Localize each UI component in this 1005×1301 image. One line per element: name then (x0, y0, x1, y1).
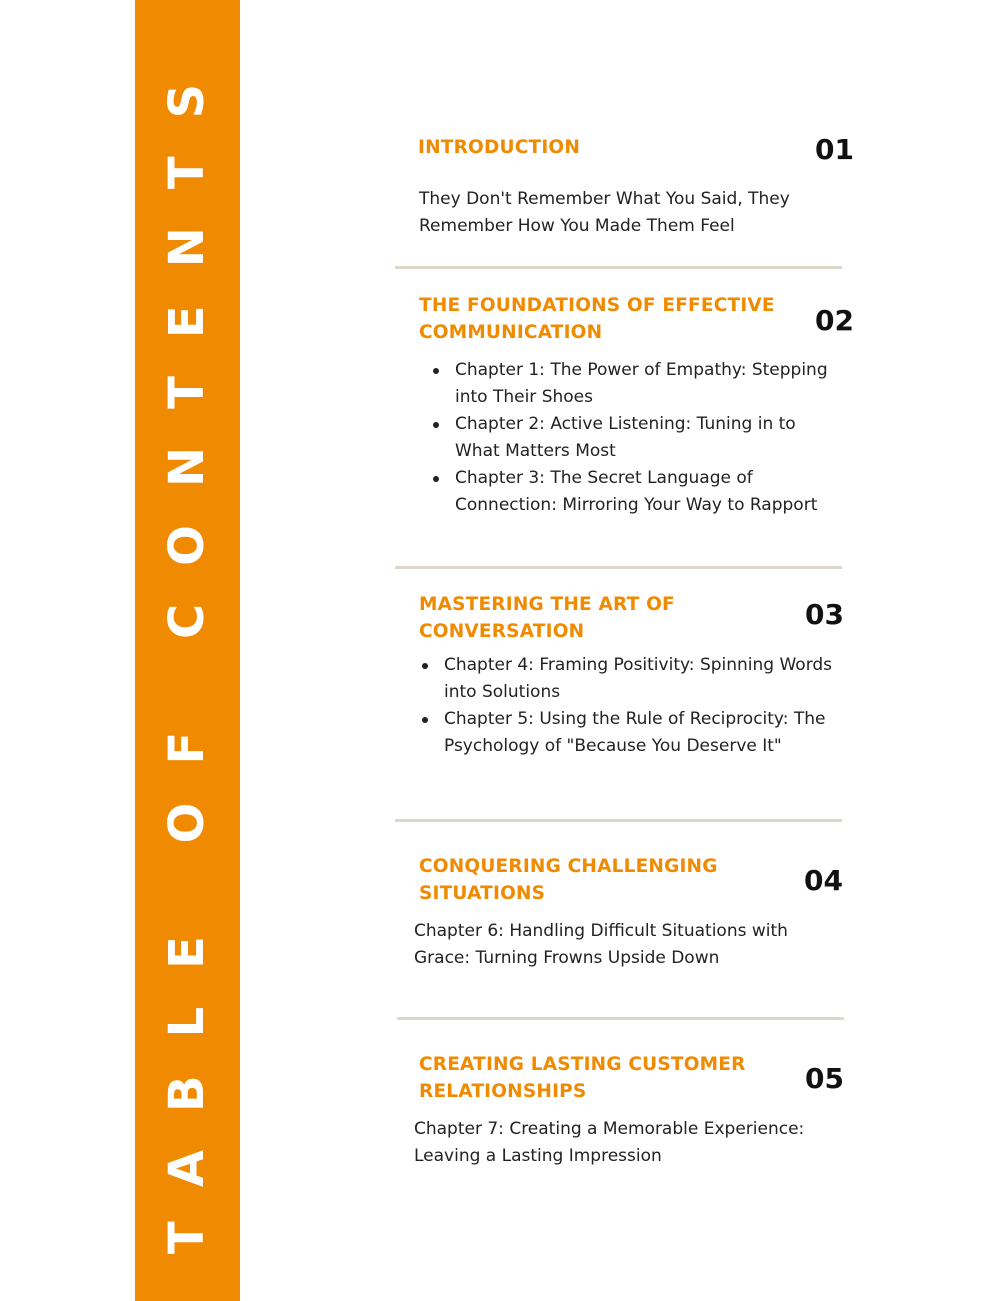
section-divider (395, 266, 842, 269)
list-item: Chapter 3: The Secret Language of Connection: Mirroring Your Way to Rapport (429, 465, 839, 519)
chapter-list-foundations (429, 357, 839, 519)
sidebar-title: TABLE OF CONTENTS (159, 45, 215, 1255)
section-number-02: 02 (815, 304, 854, 337)
list-item: Chapter 4: Framing Positivity: Spinning Words into Solutions (418, 652, 838, 706)
list-item: Chapter 1: The Power of Empathy: Stepping into Their Shoes (429, 357, 839, 411)
list-item: Chapter 2: Active Listening: Tuning in to What Matters Most (429, 411, 839, 465)
section-number-03: 03 (805, 598, 844, 631)
section-heading-introduction: INTRODUCTION (418, 137, 581, 158)
chapter-list-conversation (418, 652, 838, 760)
section-heading-challenging: CONQUERING CHALLENGING SITUATIONS (419, 856, 718, 904)
section-heading-conversation: MASTERING THE ART OF CONVERSATION (419, 594, 675, 642)
section-text-relationships: Chapter 7: Creating a Memorable Experience: Leaving a Lasting Impression (414, 1119, 805, 1166)
section-divider (397, 1017, 844, 1020)
section-heading-relationships: CREATING LASTING CUSTOMER RELATIONSHIPS (419, 1054, 746, 1102)
section-divider (395, 819, 842, 822)
section-text-challenging: Chapter 6: Handling Difficult Situations with Grace: Turning Frowns Upside Down (414, 921, 788, 968)
section-number-04: 04 (804, 864, 843, 897)
section-heading-foundations: THE FOUNDATIONS OF EFFECTIVE COMMUNICATION (419, 295, 775, 343)
list-item: Chapter 5: Using the Rule of Reciprocity: The Psychology of "Because You Deserve It" (418, 706, 838, 760)
section-number-05: 05 (805, 1062, 844, 1095)
section-number-01: 01 (815, 133, 854, 166)
section-text-introduction: They Don't Remember What You Said, They Remember How You Made Them Feel (419, 189, 790, 236)
section-divider (395, 566, 842, 569)
